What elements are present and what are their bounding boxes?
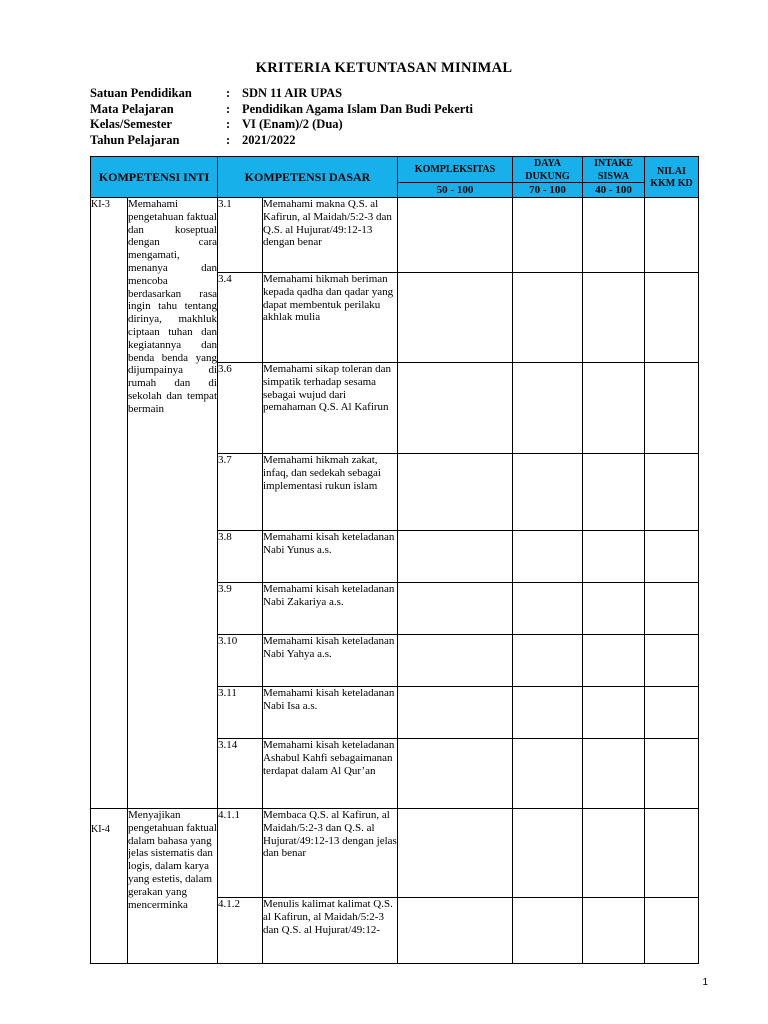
ki-description: Memahami pengetahuan faktual dan koseptual dengan cara mengamati, menanya dan mencoba berdasarkan rasa ingin tahu tentang dirinya, makhluk ciptaan tuhan dan kegiatannya dan benda benda yang dijumpainya di rumah dan di sekolah dan tempat bermain xyxy=(128,198,218,809)
intake-cell[interactable] xyxy=(583,635,645,687)
header-daya-dukung-range: 70 - 100 xyxy=(513,183,583,198)
nilai-kkm-cell[interactable] xyxy=(645,739,699,809)
daya-dukung-cell[interactable] xyxy=(513,687,583,739)
nilai-kkm-cell[interactable] xyxy=(645,687,699,739)
meta-colon: : xyxy=(226,86,231,100)
ki-code: KI-3 xyxy=(91,198,128,809)
header-kompleksitas: KOMPLEKSITAS xyxy=(398,157,513,183)
nilai-kkm-cell[interactable] xyxy=(645,809,699,898)
kd-description: Memahami hikmah zakat, infaq, dan sedekah sebagai implementasi rukun islam xyxy=(263,454,398,531)
meta-value: VI (Enam)/2 (Dua) xyxy=(242,117,343,131)
kd-description: Memahami sikap toleran dan simpatik terhadap sesama sebagai wujud dari pemahaman Q.S. Al Kafirun xyxy=(263,363,398,454)
nilai-kkm-cell[interactable] xyxy=(645,454,699,531)
intake-cell[interactable] xyxy=(583,273,645,363)
meta-label: Satuan Pendidikan xyxy=(90,86,192,100)
header-daya-dukung: DAYA DUKUNG xyxy=(513,157,583,183)
meta-label: Kelas/Semester xyxy=(90,117,172,131)
intake-cell[interactable] xyxy=(583,898,645,964)
daya-dukung-cell[interactable] xyxy=(513,635,583,687)
intake-cell[interactable] xyxy=(583,531,645,583)
meta-colon: : xyxy=(226,132,231,147)
document-title: KRITERIA KETUNTASAN MINIMAL xyxy=(255,60,513,76)
kkm-table xyxy=(90,156,699,964)
daya-dukung-cell[interactable] xyxy=(513,454,583,531)
nilai-kkm-cell[interactable] xyxy=(645,898,699,964)
meta-row-kelas xyxy=(90,117,473,133)
daya-dukung-cell[interactable] xyxy=(513,198,583,273)
kd-description xyxy=(263,898,398,964)
kd-number: 3.14 xyxy=(218,739,263,809)
kd-number: 3.6 xyxy=(218,363,263,454)
kd-description: Memahami kisah keteladanan Nabi Isa a.s. xyxy=(263,687,398,739)
ki-code: KI-4 xyxy=(91,809,128,964)
header-kompetensi-dasar: KOMPETENSI DASAR xyxy=(218,157,398,198)
kompleksitas-cell[interactable] xyxy=(398,198,513,273)
kd-description: Memahami kisah keteladanan Ashabul Kahfi sebagaimanan terdapat dalam Al Qur’an xyxy=(263,739,398,809)
kd-number: 3.9 xyxy=(218,583,263,635)
meta-colon: : xyxy=(226,101,231,116)
daya-dukung-cell[interactable] xyxy=(513,739,583,809)
daya-dukung-cell[interactable] xyxy=(513,809,583,898)
kd-number: 4.1.1 xyxy=(218,809,263,898)
daya-dukung-cell[interactable] xyxy=(513,583,583,635)
kompleksitas-cell[interactable] xyxy=(398,687,513,739)
meta-value: SDN 11 AIR UPAS xyxy=(242,86,343,100)
kompleksitas-cell[interactable] xyxy=(398,273,513,363)
meta-value: 2021/2022 xyxy=(242,132,296,147)
document-meta xyxy=(90,86,473,148)
kd-description: Memahami kisah keteladanan Nabi Yahya a.s. xyxy=(263,635,398,687)
kompleksitas-cell[interactable] xyxy=(398,531,513,583)
kompleksitas-cell[interactable] xyxy=(398,583,513,635)
daya-dukung-cell[interactable] xyxy=(513,898,583,964)
nilai-kkm-cell[interactable] xyxy=(645,198,699,273)
nilai-kkm-cell[interactable] xyxy=(645,635,699,687)
table-row xyxy=(91,198,699,273)
header-nilai-kkm: NILAI KKM KD xyxy=(645,157,699,198)
kompleksitas-cell[interactable] xyxy=(398,809,513,898)
kd-number: 3.11 xyxy=(218,687,263,739)
kd-number: 4.1.2 xyxy=(218,898,263,964)
intake-cell[interactable] xyxy=(583,198,645,273)
nilai-kkm-cell[interactable] xyxy=(645,363,699,454)
ki-description: Menyajikan pengetahuan faktual dalam bahasa yang jelas sistematis dan logis, dalam karya yang estetis, dalam gerakan yang mencerminka xyxy=(128,809,218,964)
table-row xyxy=(91,809,699,898)
meta-value: Pendidikan Agama Islam Dan Budi Pekerti xyxy=(242,101,473,116)
intake-cell[interactable] xyxy=(583,454,645,531)
kd-description: Memahami kisah keteladanan Nabi Yunus a.s. xyxy=(263,531,398,583)
daya-dukung-cell[interactable] xyxy=(513,273,583,363)
page-number: 1 xyxy=(702,977,708,988)
kd-number: 3.1 xyxy=(218,198,263,273)
kompleksitas-cell[interactable] xyxy=(398,635,513,687)
daya-dukung-cell[interactable] xyxy=(513,363,583,454)
daya-dukung-cell[interactable] xyxy=(513,531,583,583)
kd-number: 3.8 xyxy=(218,531,263,583)
kompleksitas-cell[interactable] xyxy=(398,739,513,809)
nilai-kkm-cell[interactable] xyxy=(645,531,699,583)
nilai-kkm-cell[interactable] xyxy=(645,583,699,635)
intake-cell[interactable] xyxy=(583,583,645,635)
intake-cell[interactable] xyxy=(583,687,645,739)
intake-cell[interactable] xyxy=(583,363,645,454)
header-kompetensi-inti: KOMPETENSI INTI xyxy=(91,157,218,198)
meta-colon: : xyxy=(226,117,231,131)
header-intake-range: 40 - 100 xyxy=(583,183,645,198)
kd-number: 3.7 xyxy=(218,454,263,531)
meta-row-satuan xyxy=(90,86,473,102)
meta-label: Mata Pelajaran xyxy=(90,101,174,116)
kompleksitas-cell[interactable] xyxy=(398,898,513,964)
kd-number: 3.10 xyxy=(218,635,263,687)
kd-description: Memahami kisah keteladanan Nabi Zakariya a.s. xyxy=(263,583,398,635)
kd-description: Memahami hikmah beriman kepada qadha dan qadar yang dapat membentuk perilaku akhlak mulia xyxy=(263,273,398,363)
intake-cell[interactable] xyxy=(583,739,645,809)
header-kompleksitas-range: 50 - 100 xyxy=(398,183,513,198)
kd-description-text: Menulis kalimat kalimat Q.S. al Kafirun, al Maidah/5:2-3 dan Q.S. al Hujurat/49:12- xyxy=(263,898,393,936)
kd-description: Membaca Q.S. al Kafirun, al Maidah/5:2-3 dan Q.S. al Hujurat/49:12-13 dengan jelas dan benar xyxy=(263,809,398,898)
meta-row-tahun xyxy=(90,133,473,149)
nilai-kkm-cell[interactable] xyxy=(645,273,699,363)
intake-cell[interactable] xyxy=(583,809,645,898)
kd-number: 3.4 xyxy=(218,273,263,363)
meta-row-mapel xyxy=(90,102,473,118)
meta-label: Tahun Pelajaran xyxy=(90,132,180,147)
kd-description: Memahami makna Q.S. al Kafirun, al Maidah/5:2-3 dan Q.S. al Hujurat/49:12-13 dengan benar xyxy=(263,198,398,273)
kompleksitas-cell[interactable] xyxy=(398,363,513,454)
kompleksitas-cell[interactable] xyxy=(398,454,513,531)
header-intake-siswa: INTAKE SISWA xyxy=(583,157,645,183)
